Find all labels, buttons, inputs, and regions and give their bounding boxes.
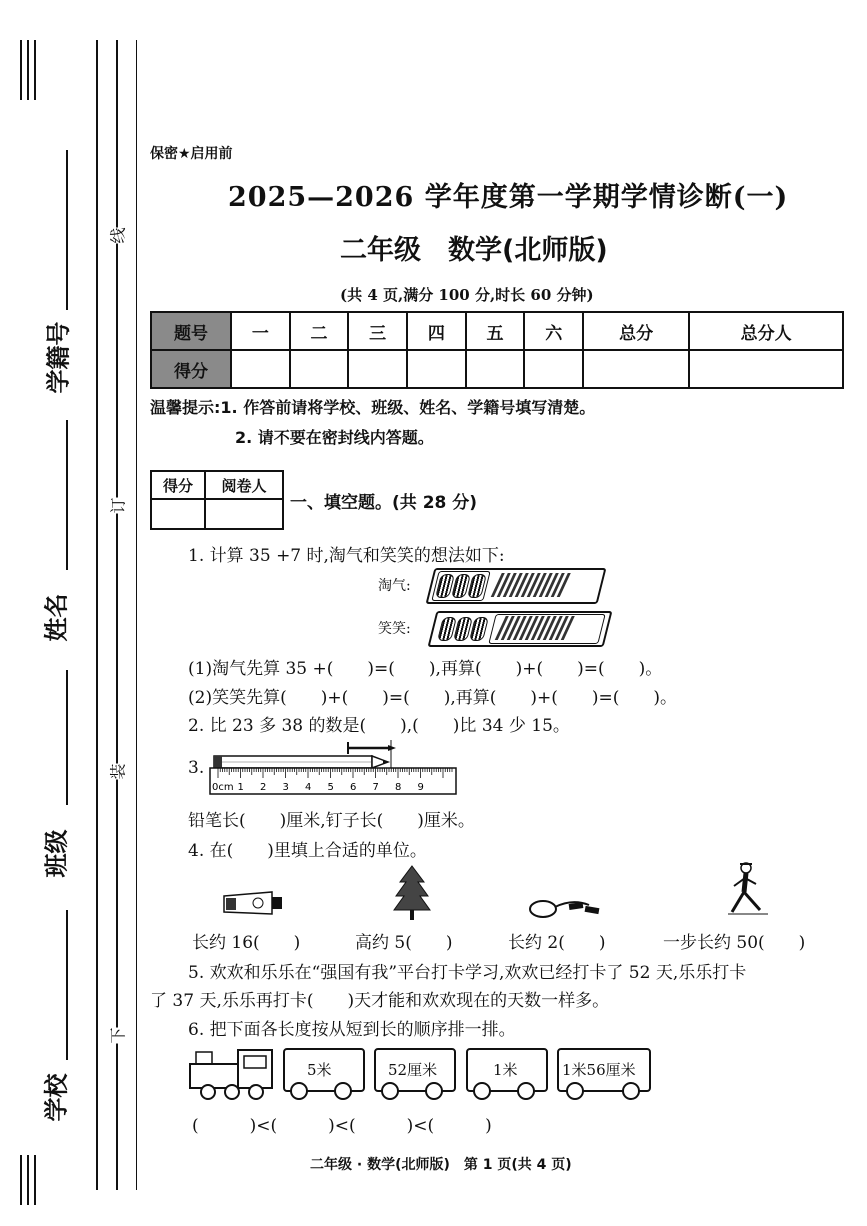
ruler-label: 3 xyxy=(282,782,289,793)
margin-tick-6 xyxy=(34,1155,36,1205)
grader-table xyxy=(150,470,284,530)
ruler-figure xyxy=(208,738,458,796)
q5-line-2: 了 37 天,乐乐再打卡( )天才能和欢欢现在的天数一样多。 xyxy=(150,991,610,1011)
ruler-label: 6 xyxy=(350,782,357,793)
school-label: 学校 xyxy=(42,1073,71,1122)
q2-stem: 2. 比 23 多 38 的数是( ),( )比 34 少 15。 xyxy=(188,716,570,736)
page-footer: 二年级 · 数学(北师版) 第 1 页(共 4 页) xyxy=(310,1157,572,1173)
wheel-icon xyxy=(381,1082,399,1100)
grader-score-cell[interactable] xyxy=(151,499,205,529)
score-col-4: 四 xyxy=(407,312,466,350)
q6-stem: 6. 把下面各长度按从短到长的顺序排一排。 xyxy=(188,1020,516,1040)
name-label: 姓名 xyxy=(42,593,71,642)
locomotive-icon xyxy=(188,1044,278,1102)
q4-item-3: 长约 2( ) xyxy=(508,933,606,953)
score-cell[interactable] xyxy=(290,350,349,388)
grader-score-label: 得分 xyxy=(151,471,205,499)
q1-sub-1: (1)淘气先算 35 +( )=( ),再算( )+( )=( )。 xyxy=(188,659,663,679)
wheel-icon xyxy=(622,1082,640,1100)
score-col-grader: 总分人 xyxy=(689,312,843,350)
xiaoxiao-counting-box xyxy=(428,611,613,647)
score-cell[interactable] xyxy=(524,350,583,388)
wheel-icon xyxy=(566,1082,584,1100)
score-cell[interactable] xyxy=(689,350,843,388)
score-col-5: 五 xyxy=(466,312,525,350)
q1-taoqi-label: 淘气: xyxy=(378,578,411,594)
binding-line-2 xyxy=(116,40,118,1190)
student-id-line xyxy=(66,150,68,310)
class-line xyxy=(66,670,68,805)
taoqi-counting-box xyxy=(426,568,607,604)
margin-tick-4 xyxy=(20,1155,22,1205)
wheel-icon xyxy=(425,1082,443,1100)
margin-tick-5 xyxy=(27,1155,29,1205)
class-label: 班级 xyxy=(42,829,71,878)
q3-answer: 铅笔长( )厘米,钉子长( )厘米。 xyxy=(188,811,475,831)
confidential-label: 保密★启用前 xyxy=(150,146,233,162)
wheel-icon xyxy=(517,1082,535,1100)
margin-tick-1 xyxy=(20,40,22,100)
train-car-3-label: 1米 xyxy=(493,1061,518,1079)
taoqi-cube-group-box xyxy=(431,571,490,601)
cut-mark-down: 下 xyxy=(104,1027,131,1043)
score-header-label: 题号 xyxy=(151,312,231,350)
score-cell[interactable] xyxy=(348,350,407,388)
score-cell[interactable] xyxy=(231,350,290,388)
q3-number: 3. xyxy=(188,758,205,778)
score-cell[interactable] xyxy=(466,350,525,388)
q4-stem: 4. 在( )里填上合适的单位。 xyxy=(188,841,427,861)
wheel-icon xyxy=(290,1082,308,1100)
tips-label: 温馨提示: xyxy=(150,398,221,417)
subject-title: 二年级 数学(北师版) xyxy=(340,235,608,266)
wheel-icon xyxy=(334,1082,352,1100)
ruler-icon xyxy=(210,768,456,794)
name-line xyxy=(66,420,68,570)
margin-tick-2 xyxy=(27,40,29,100)
score-table xyxy=(150,311,844,389)
q1-sub-2: (2)笑笑先算( )+( )=( ),再算( )+( )=( )。 xyxy=(188,688,678,708)
q4-item-1: 长约 16( ) xyxy=(192,933,301,953)
ruler-label: 9 xyxy=(417,782,424,793)
score-cell[interactable] xyxy=(583,350,689,388)
cube-icon xyxy=(436,617,491,645)
score-row-label: 得分 xyxy=(151,350,231,388)
q4-item-4: 一步长约 50( ) xyxy=(663,933,806,953)
ruler-label: 4 xyxy=(305,782,312,793)
q1-stem: 1. 计算 35 +7 时,淘气和笑笑的想法如下: xyxy=(188,546,505,566)
section-1-title: 一、填空题。(共 28 分) xyxy=(290,493,478,513)
q6-answer: ( )<( )<( )<( ) xyxy=(192,1116,492,1136)
school-line xyxy=(66,910,68,1060)
ruler-label: 5 xyxy=(327,782,334,793)
tip-1: 1. 作答前请将学校、班级、姓名、学籍号填写清楚。 xyxy=(220,398,596,417)
margin-tick-3 xyxy=(34,40,36,100)
ruler-label: 7 xyxy=(372,782,379,793)
score-col-total: 总分 xyxy=(583,312,689,350)
score-col-2: 二 xyxy=(290,312,349,350)
student-id-label: 学籍号 xyxy=(44,321,73,394)
cut-mark-staple: 订 xyxy=(104,497,131,513)
grader-reviewer-cell[interactable] xyxy=(205,499,283,529)
q1-xiaoxiao-label: 笑笑: xyxy=(378,621,411,637)
tree-icon xyxy=(392,864,432,922)
sticks-icon xyxy=(492,573,571,601)
ruler-label: 8 xyxy=(395,782,402,793)
exam-title: 2025—2026 学年度第一学期学情诊断(一) xyxy=(228,182,789,213)
grader-reviewer-label: 阅卷人 xyxy=(205,471,283,499)
wheel-icon xyxy=(473,1082,491,1100)
pencil-icon xyxy=(214,756,388,768)
ruler-label: 2 xyxy=(260,782,267,793)
toothpaste-icon xyxy=(222,890,284,918)
train-car-1-label: 5米 xyxy=(307,1061,332,1079)
ruler-label: 0cm xyxy=(212,782,234,793)
cut-mark-line: 线 xyxy=(104,227,131,243)
score-col-6: 六 xyxy=(524,312,583,350)
train-car-4-label: 1米56厘米 xyxy=(562,1061,636,1079)
ruler-label: 1 xyxy=(237,782,244,793)
walking-person-icon xyxy=(722,860,772,920)
binding-line-1 xyxy=(96,40,98,1190)
nail-icon xyxy=(348,742,396,754)
tip-2: 2. 请不要在密封线内答题。 xyxy=(235,428,434,447)
binding-line-3 xyxy=(136,40,137,1190)
train-car-2-label: 52厘米 xyxy=(388,1061,438,1079)
q5-line-1: 5. 欢欢和乐乐在“强国有我”平台打卡学习,欢欢已经打卡了 52 天,乐乐打卡 xyxy=(188,963,747,983)
sticks-icon xyxy=(496,616,575,644)
cut-mark-bind: 装 xyxy=(104,763,131,779)
jump-rope-icon xyxy=(527,895,603,921)
tips-line-1 xyxy=(150,395,595,418)
score-col-1: 一 xyxy=(231,312,290,350)
score-cell[interactable] xyxy=(407,350,466,388)
exam-info: (共 4 页,满分 100 分,时长 60 分钟) xyxy=(340,286,594,304)
score-col-3: 三 xyxy=(348,312,407,350)
q4-item-2: 高约 5( ) xyxy=(355,933,453,953)
